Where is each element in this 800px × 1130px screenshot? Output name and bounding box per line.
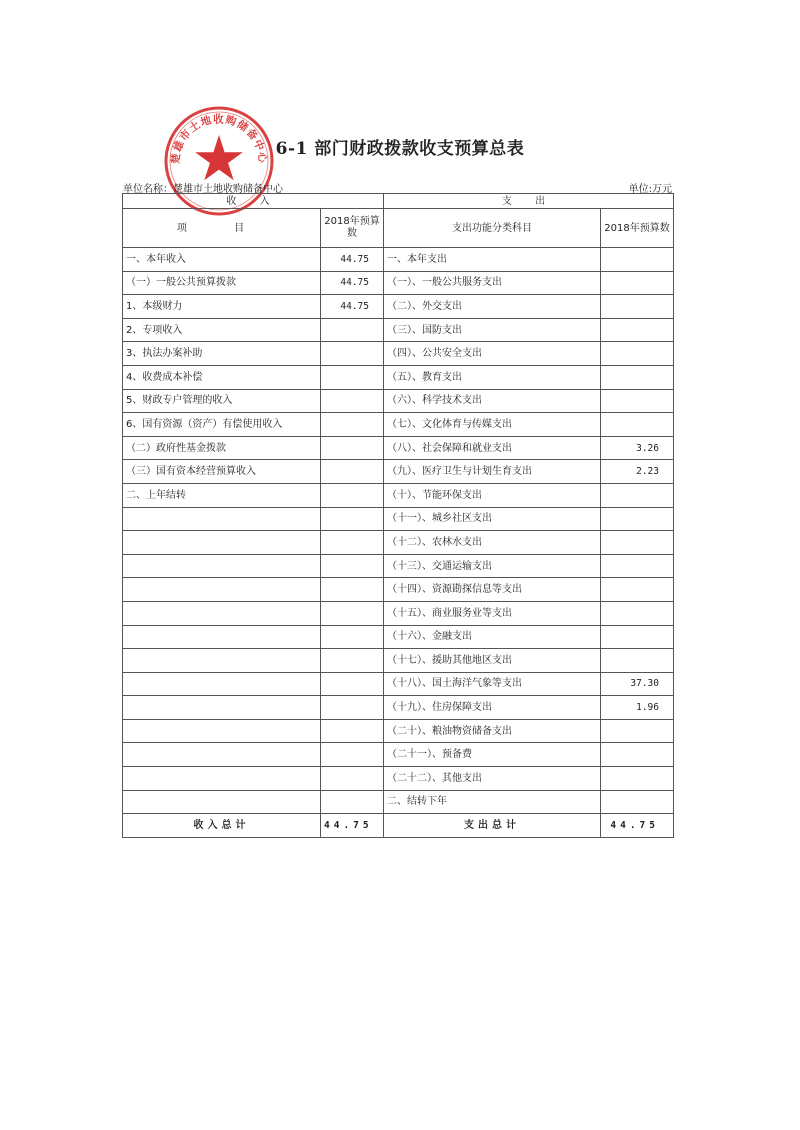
table-row (123, 342, 674, 366)
expense-item-cell: （四）、公共安全支出 (384, 342, 601, 366)
income-item-cell: （二）政府性基金拨款 (123, 436, 321, 460)
table-row (123, 649, 674, 673)
income-value-cell (321, 649, 384, 673)
expense-value-cell (601, 790, 674, 814)
expense-item-cell: （六）、科学技术支出 (384, 389, 601, 413)
income-item-cell (123, 767, 321, 791)
expense-item-cell: 二、结转下年 (384, 790, 601, 814)
table-row (123, 672, 674, 696)
document-title: 6-1 部门财政拨款收支预算总表 (275, 139, 525, 159)
expense-value-cell (601, 743, 674, 767)
expense-value-cell (601, 413, 674, 437)
income-item-cell (123, 507, 321, 531)
income-item-cell: 4、收费成本补偿 (123, 365, 321, 389)
income-item-cell (123, 743, 321, 767)
table-row (123, 460, 674, 484)
expense-value-cell (601, 531, 674, 555)
income-value-cell (321, 436, 384, 460)
income-item-cell (123, 601, 321, 625)
expense-value-cell (601, 342, 674, 366)
table-row (123, 389, 674, 413)
expense-item-cell: （二）、外交支出 (384, 295, 601, 319)
income-item-cell: 二、上年结转 (123, 483, 321, 507)
income-item-cell (123, 719, 321, 743)
income-value-cell (321, 743, 384, 767)
expense-item-cell: （十七）、援助其他地区支出 (384, 649, 601, 673)
table-row (123, 601, 674, 625)
income-value-cell (321, 318, 384, 342)
income-value-cell (321, 625, 384, 649)
table-row (123, 531, 674, 555)
expense-item-cell: （十二）、农林水支出 (384, 531, 601, 555)
expense-item-cell: （十五）、商业服务业等支出 (384, 601, 601, 625)
income-value-cell (321, 767, 384, 791)
expense-value-cell (601, 507, 674, 531)
income-budget-header: 2018年预算数 (321, 209, 384, 248)
expense-item-cell: （十六）、金融支出 (384, 625, 601, 649)
expense-item-cell: （十三）、交通运输支出 (384, 554, 601, 578)
income-item-cell (123, 531, 321, 555)
table-row (123, 365, 674, 389)
expense-value-cell: 2.23 (601, 460, 674, 484)
expense-value-cell (601, 365, 674, 389)
expense-value-cell (601, 719, 674, 743)
column-header-row (123, 209, 674, 248)
income-item-cell (123, 649, 321, 673)
income-item-header: 项 目 (123, 209, 321, 248)
expense-value-cell (601, 318, 674, 342)
table-row (123, 790, 674, 814)
table-row (123, 271, 674, 295)
expense-item-cell: （五）、教育支出 (384, 365, 601, 389)
table-row (123, 743, 674, 767)
income-value-cell (321, 483, 384, 507)
income-item-cell: 6、国有资源（资产）有偿使用收入 (123, 413, 321, 437)
income-value-cell (321, 554, 384, 578)
expense-value-cell (601, 767, 674, 791)
currency-unit-label: 单位:万元 (628, 184, 672, 195)
expense-item-cell: （二十一）、预备费 (384, 743, 601, 767)
income-value-cell (321, 578, 384, 602)
section-header-row (123, 194, 674, 209)
expense-item-cell: （三）、国防支出 (384, 318, 601, 342)
income-value-cell: 44.75 (321, 248, 384, 272)
income-item-cell: （一）一般公共预算拨款 (123, 271, 321, 295)
income-item-cell (123, 625, 321, 649)
income-value-cell (321, 531, 384, 555)
expense-item-cell: （二十）、粮油物资储备支出 (384, 719, 601, 743)
expense-total-label: 支出总计 (384, 814, 601, 838)
expense-value-cell (601, 601, 674, 625)
income-section-header: 收 入 (123, 194, 384, 209)
expense-budget-header: 2018年预算数 (601, 209, 674, 248)
income-value-cell (321, 342, 384, 366)
expense-item-header: 支出功能分类科目 (384, 209, 601, 248)
table-row (123, 436, 674, 460)
income-value-cell (321, 672, 384, 696)
svg-text:楚雄市土地收购储备中心: 楚雄市土地收购储备中心 (169, 113, 269, 165)
table-row (123, 578, 674, 602)
table-row (123, 248, 674, 272)
expense-value-cell (601, 578, 674, 602)
expense-item-cell: （七）、文化体育与传媒支出 (384, 413, 601, 437)
expense-section-header: 支 出 (384, 194, 674, 209)
income-item-cell: 1、本级财力 (123, 295, 321, 319)
expense-value-cell (601, 625, 674, 649)
expense-value-cell (601, 295, 674, 319)
table-row (123, 696, 674, 720)
income-value-cell (321, 790, 384, 814)
expense-value-cell: 1.96 (601, 696, 674, 720)
expense-value-cell: 3.26 (601, 436, 674, 460)
income-item-cell: 一、本年收入 (123, 248, 321, 272)
income-value-cell (321, 365, 384, 389)
expense-value-cell (601, 271, 674, 295)
table-row (123, 625, 674, 649)
table-row (123, 507, 674, 531)
income-item-cell (123, 554, 321, 578)
expense-value-cell (601, 649, 674, 673)
table-row (123, 767, 674, 791)
income-item-cell (123, 696, 321, 720)
income-total-label: 收入总计 (123, 814, 321, 838)
income-item-cell: 5、财政专户管理的收入 (123, 389, 321, 413)
budget-summary-table (122, 193, 674, 838)
expense-value-cell (601, 483, 674, 507)
income-total-value: 44.75 (321, 814, 384, 838)
income-item-cell: （三）国有资本经营预算收入 (123, 460, 321, 484)
expense-value-cell (601, 248, 674, 272)
income-item-cell (123, 790, 321, 814)
unit-name-label: 单位名称：楚雄市土地收购储备中心 (123, 184, 283, 195)
income-item-cell (123, 672, 321, 696)
income-value-cell (321, 601, 384, 625)
expense-value-cell: 37.30 (601, 672, 674, 696)
table-row (123, 413, 674, 437)
income-value-cell (321, 696, 384, 720)
income-value-cell: 44.75 (321, 271, 384, 295)
expense-item-cell: （十八）、国土海洋气象等支出 (384, 672, 601, 696)
table-row (123, 318, 674, 342)
table-row (123, 554, 674, 578)
income-item-cell: 3、执法办案补助 (123, 342, 321, 366)
expense-item-cell: （九）、医疗卫生与计划生育支出 (384, 460, 601, 484)
expense-total-value: 44.75 (601, 814, 674, 838)
total-row (123, 814, 674, 838)
expense-item-cell: （八）、社会保障和就业支出 (384, 436, 601, 460)
expense-item-cell: （二十二）、其他支出 (384, 767, 601, 791)
expense-item-cell: 一、本年支出 (384, 248, 601, 272)
expense-item-cell: （十四）、资源勘探信息等支出 (384, 578, 601, 602)
expense-item-cell: （十九）、住房保障支出 (384, 696, 601, 720)
expense-item-cell: （一）、一般公共服务支出 (384, 271, 601, 295)
income-item-cell: 2、专项收入 (123, 318, 321, 342)
expense-value-cell (601, 389, 674, 413)
income-value-cell (321, 719, 384, 743)
income-value-cell (321, 460, 384, 484)
income-value-cell (321, 389, 384, 413)
table-row (123, 719, 674, 743)
expense-item-cell: （十一）、城乡社区支出 (384, 507, 601, 531)
income-value-cell (321, 413, 384, 437)
table-row (123, 295, 674, 319)
expense-item-cell: （十）、节能环保支出 (384, 483, 601, 507)
income-value-cell (321, 507, 384, 531)
income-item-cell (123, 578, 321, 602)
income-value-cell: 44.75 (321, 295, 384, 319)
expense-value-cell (601, 554, 674, 578)
table-row (123, 483, 674, 507)
